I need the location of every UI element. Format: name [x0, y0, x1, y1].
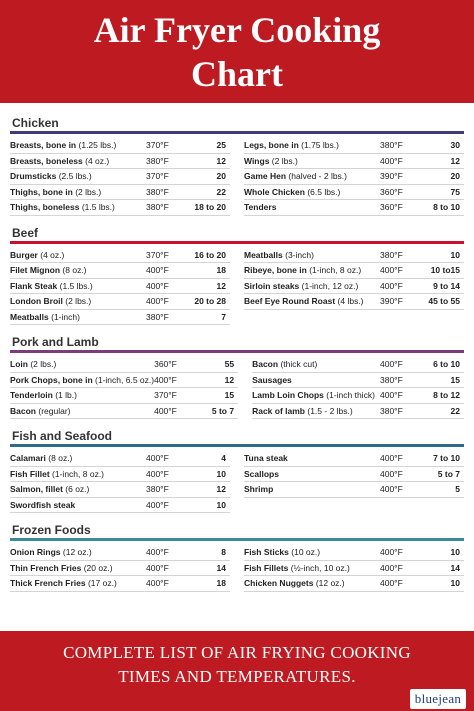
section-divider [10, 350, 464, 353]
footer-banner [0, 631, 474, 711]
food-name: Game Hen [244, 171, 287, 182]
food-row [10, 357, 238, 373]
food-row [10, 576, 230, 592]
cook-temperature: 380°F [146, 311, 169, 322]
food-row [10, 263, 230, 279]
cook-temperature: 400°F [380, 484, 403, 495]
cook-time: 14 [216, 562, 226, 573]
cook-temperature: 400°F [380, 562, 403, 573]
column-right [244, 248, 464, 326]
food-cell [10, 312, 146, 322]
food-cell [244, 578, 380, 588]
cook-temperature: 400°F [380, 280, 403, 291]
food-quantity: (3-inch) [285, 249, 314, 260]
cook-time: 10 [450, 578, 460, 589]
cook-time: 14 [450, 562, 460, 573]
food-cell [10, 500, 146, 510]
food-quantity: (6 oz.) [65, 484, 90, 495]
food-row [252, 357, 464, 373]
cook-temperature: 400°F [146, 280, 169, 291]
food-quantity: (4 oz.) [85, 155, 110, 166]
food-quantity: (thick cut) [280, 359, 318, 370]
column-left [10, 545, 230, 592]
food-cell [10, 469, 146, 479]
food-cell [10, 453, 146, 463]
food-quantity: (1-inch, 8 oz.) [309, 265, 362, 276]
food-name: London Broil [10, 296, 63, 307]
section-beef [10, 226, 464, 326]
food-quantity: (12 oz.) [62, 547, 92, 558]
cook-temperature: 380°F [146, 155, 169, 166]
food-quantity: (8 oz.) [48, 453, 73, 464]
column-right [244, 451, 464, 513]
food-name: Bacon [252, 359, 279, 370]
food-row [10, 373, 238, 389]
food-quantity: (1-inch, 12 oz.) [301, 280, 359, 291]
food-cell [10, 547, 146, 557]
cook-time: 20 [216, 171, 226, 182]
footer-line-1: COMPLETE LIST OF AIR FRYING COOKING [63, 643, 411, 662]
cook-time: 55 [224, 359, 235, 370]
cook-temperature: 390°F [380, 296, 403, 307]
cook-time: 8 [221, 547, 226, 558]
cook-temperature: 400°F [380, 155, 403, 166]
food-row [10, 138, 230, 154]
food-row [10, 169, 230, 185]
food-row [10, 561, 230, 577]
food-name: Flank Steak [10, 280, 58, 291]
food-cell [10, 406, 154, 416]
food-name: Beef Eye Round Roast [244, 296, 336, 307]
food-quantity: (1.25 lbs.) [78, 140, 117, 151]
column-left [10, 138, 230, 216]
food-name: Burger [10, 249, 38, 260]
food-name: Thighs, boneless [10, 202, 80, 213]
section-fish-and-seafood [10, 429, 464, 513]
food-row [10, 388, 238, 404]
food-cell [10, 250, 146, 260]
cook-time: 12 [216, 155, 226, 166]
food-quantity: (4 oz.) [40, 249, 65, 260]
cook-temperature: 360°F [380, 186, 403, 197]
food-cell [244, 453, 380, 463]
food-name: Onion Rings [10, 547, 61, 558]
food-cell [10, 375, 154, 385]
cook-temperature: 380°F [380, 405, 403, 416]
cook-time: 5 to 7 [211, 405, 235, 416]
cook-temperature: 370°F [146, 140, 169, 151]
food-cell [244, 202, 380, 212]
food-row [244, 200, 464, 216]
food-cell [10, 171, 146, 181]
food-row [10, 310, 230, 326]
food-row [244, 154, 464, 170]
food-row [10, 154, 230, 170]
cook-time: 15 [224, 390, 235, 401]
food-quantity: (1 lb.) [55, 390, 77, 401]
food-cell [244, 171, 380, 181]
cook-temperature: 400°F [380, 359, 403, 370]
food-row [10, 451, 230, 467]
food-row [10, 482, 230, 498]
food-cell [252, 359, 380, 369]
food-quantity: (6.5 lbs.) [307, 186, 341, 197]
cook-time: 9 to 14 [433, 280, 460, 291]
cook-time: 10 [450, 249, 460, 260]
food-row [244, 169, 464, 185]
cook-time: 10 [216, 468, 226, 479]
food-name: Wings [244, 155, 270, 166]
food-row [244, 248, 464, 264]
page-title-line-1: Air Fryer Cooking [93, 10, 381, 50]
food-quantity: (1.5 lbs.) [81, 202, 115, 213]
food-row [10, 404, 238, 420]
cook-temperature: 400°F [380, 547, 403, 558]
food-quantity: (1.5 - 2 lbs.) [307, 405, 353, 416]
food-row [244, 185, 464, 201]
title-banner [0, 0, 474, 103]
food-quantity: (12 oz.) [315, 578, 345, 589]
column-right [244, 545, 464, 592]
cook-time: 12 [224, 374, 235, 385]
food-cell [244, 296, 380, 306]
food-quantity: (10 oz.) [291, 547, 321, 558]
food-name: Fish Fillets [244, 562, 289, 573]
food-row [244, 482, 464, 498]
food-cell [244, 156, 380, 166]
food-name: Salmon, fillet [10, 484, 63, 495]
cook-temperature: 400°F [380, 390, 403, 401]
food-quantity: (halved - 2 lbs.) [288, 171, 348, 182]
cook-temperature: 400°F [146, 499, 169, 510]
food-cell [244, 281, 380, 291]
food-quantity: (17 oz.) [87, 578, 117, 589]
food-name: Calamari [10, 453, 46, 464]
food-cell [10, 390, 154, 400]
cook-time: 12 [216, 280, 226, 291]
cook-time: 20 to 28 [194, 296, 226, 307]
section-title: Frozen Foods [12, 523, 91, 537]
food-name: Swordfish steak [10, 499, 76, 510]
food-name: Tenderloin [10, 390, 53, 401]
bluejean-logo: bluejean [410, 689, 466, 709]
cook-time: 30 [450, 140, 460, 151]
cook-time: 6 to 10 [433, 359, 460, 370]
food-name: Ribeye, bone in [244, 265, 307, 276]
cook-time: 12 [216, 484, 226, 495]
food-quantity: (1.5 lbs.) [59, 280, 93, 291]
food-cell [244, 469, 380, 479]
section-divider [10, 444, 464, 447]
cook-temperature: 400°F [146, 296, 169, 307]
cook-temperature: 400°F [154, 374, 177, 385]
food-quantity: (1-inch, 6.5 oz.) [95, 374, 155, 385]
food-cell [244, 250, 380, 260]
cook-time: 22 [216, 186, 226, 197]
food-cell [252, 406, 380, 416]
food-name: Meatballs [244, 249, 283, 260]
food-quantity: (1-inch) [51, 311, 80, 322]
section-title: Beef [12, 225, 39, 240]
cook-temperature: 360°F [380, 202, 403, 213]
food-row [10, 279, 230, 295]
food-row [10, 200, 230, 216]
cook-time: 7 to 10 [433, 453, 460, 464]
food-quantity: (regular) [38, 405, 71, 416]
food-name: Rack of lamb [252, 405, 305, 416]
food-cell [10, 187, 146, 197]
cook-time: 7 [221, 311, 226, 322]
food-name: Legs, bone in [244, 140, 299, 151]
cook-temperature: 400°F [380, 578, 403, 589]
cook-time: 75 [450, 186, 460, 197]
food-cell [10, 281, 146, 291]
food-cell [10, 202, 146, 212]
food-quantity: (1-inch, 8 oz.) [52, 468, 105, 479]
food-quantity: (4 lbs.) [337, 296, 364, 307]
food-name: Breasts, bone in [10, 140, 77, 151]
food-row [244, 294, 464, 310]
cook-time: 8 to 10 [433, 202, 460, 213]
food-name: Bacon [10, 405, 36, 416]
section-title: Fish and Seafood [12, 429, 113, 443]
food-name: Thin French Fries [10, 562, 82, 573]
food-row [244, 561, 464, 577]
cook-time: 10 [216, 499, 226, 510]
cook-time: 8 to 12 [433, 390, 460, 401]
food-row [244, 576, 464, 592]
food-cell [244, 187, 380, 197]
food-name: Fish Fillet [10, 468, 50, 479]
cook-time: 18 to 20 [194, 202, 226, 213]
cook-time: 16 to 20 [194, 249, 226, 260]
cook-temperature: 400°F [146, 468, 169, 479]
section-title: Pork and Lamb [12, 335, 99, 349]
food-row [252, 388, 464, 404]
food-row [244, 263, 464, 279]
food-name: Fish Sticks [244, 547, 289, 558]
food-row [244, 451, 464, 467]
food-quantity: (2.5 lbs.) [58, 171, 92, 182]
food-cell [10, 265, 146, 275]
cook-temperature: 370°F [146, 171, 169, 182]
cook-temperature: 400°F [146, 547, 169, 558]
food-cell [252, 375, 380, 385]
cook-temperature: 400°F [380, 468, 403, 479]
cook-temperature: 400°F [154, 405, 177, 416]
food-name: Lamb Loin Chops [252, 390, 324, 401]
food-cell [10, 563, 146, 573]
section-chicken [10, 116, 464, 216]
food-name: Loin [10, 359, 28, 370]
food-row [244, 545, 464, 561]
food-cell [10, 140, 146, 150]
cook-temperature: 400°F [380, 265, 403, 276]
cook-time: 45 to 55 [428, 296, 460, 307]
footer-line-2: TIMES AND TEMPERATURES. [118, 667, 356, 686]
section-divider [10, 538, 464, 541]
cook-time: 20 [450, 171, 460, 182]
food-quantity: (½-inch, 10 oz.) [290, 562, 350, 573]
cook-temperature: 380°F [146, 202, 169, 213]
food-name: Whole Chicken [244, 186, 305, 197]
section-divider [10, 241, 464, 244]
food-name: Tenders [244, 202, 277, 213]
food-row [10, 185, 230, 201]
page-title-line-2: Chart [191, 54, 283, 94]
food-name: Filet Mignon [10, 265, 61, 276]
cook-temperature: 380°F [146, 186, 169, 197]
cooking-chart [10, 116, 464, 602]
cook-time: 18 [216, 578, 226, 589]
food-cell [244, 484, 380, 494]
food-name: Breasts, boneless [10, 155, 83, 166]
cook-temperature: 400°F [146, 578, 169, 589]
food-row [10, 467, 230, 483]
section-pork-and-lamb [10, 335, 464, 419]
food-cell [244, 265, 380, 275]
food-quantity: (8 oz.) [62, 265, 87, 276]
cook-time: 4 [221, 453, 226, 464]
food-cell [10, 484, 146, 494]
food-cell [244, 140, 380, 150]
cook-temperature: 370°F [146, 249, 169, 260]
cook-temperature: 360°F [154, 359, 177, 370]
cook-temperature: 400°F [146, 562, 169, 573]
cook-temperature: 380°F [380, 140, 403, 151]
cook-time: 10 [450, 547, 460, 558]
cook-time: 10 to15 [430, 265, 460, 276]
cook-time: 22 [450, 405, 460, 416]
column-left [10, 451, 230, 513]
food-cell [244, 563, 380, 573]
food-cell [10, 359, 154, 369]
column-left [10, 357, 238, 419]
food-name: Shrimp [244, 484, 274, 495]
column-left [10, 248, 230, 326]
food-name: Drumsticks [10, 171, 57, 182]
section-divider [10, 131, 464, 134]
food-row [10, 545, 230, 561]
food-name: Thighs, bone in [10, 186, 73, 197]
food-cell [10, 156, 146, 166]
food-quantity: (2 lbs.) [65, 296, 92, 307]
food-name: Tuna steak [244, 453, 288, 464]
food-name: Sirloin steaks [244, 280, 300, 291]
food-quantity: (2 lbs.) [75, 186, 102, 197]
food-quantity: (1-inch thick) [326, 390, 375, 401]
food-row [252, 404, 464, 420]
food-name: Thick French Fries [10, 578, 86, 589]
cook-temperature: 400°F [380, 453, 403, 464]
cook-temperature: 390°F [380, 171, 403, 182]
cook-time: 18 [216, 265, 226, 276]
cook-temperature: 370°F [154, 390, 177, 401]
food-name: Chicken Nuggets [244, 578, 314, 589]
cook-temperature: 380°F [146, 484, 169, 495]
cook-temperature: 380°F [380, 249, 403, 260]
food-cell [10, 578, 146, 588]
cook-time: 25 [216, 140, 226, 151]
cook-time: 12 [450, 155, 460, 166]
cook-time: 15 [450, 374, 460, 385]
food-row [10, 294, 230, 310]
food-row [252, 373, 464, 389]
food-cell [252, 390, 380, 400]
food-cell [244, 547, 380, 557]
food-name: Meatballs [10, 311, 49, 322]
food-cell [10, 296, 146, 306]
food-quantity: (1.75 lbs.) [301, 140, 339, 151]
food-name: Scallops [244, 468, 279, 479]
food-row [10, 498, 230, 514]
section-frozen-foods [10, 523, 464, 592]
section-title: Chicken [12, 116, 59, 130]
cook-temperature: 380°F [380, 374, 403, 385]
cook-temperature: 400°F [146, 453, 169, 464]
food-row [10, 248, 230, 264]
column-right [252, 357, 464, 419]
food-name: Sausages [252, 374, 292, 385]
food-name: Pork Chops, bone in [10, 374, 93, 385]
food-quantity: (20 oz.) [83, 562, 113, 573]
food-row [244, 467, 464, 483]
column-right [244, 138, 464, 216]
food-quantity: (2 lbs.) [271, 155, 298, 166]
food-quantity: (2 lbs.) [30, 359, 57, 370]
cook-time: 5 to 7 [437, 468, 460, 479]
food-row [244, 138, 464, 154]
cook-temperature: 400°F [146, 265, 169, 276]
cook-time: 5 [455, 484, 460, 495]
food-row [244, 279, 464, 295]
